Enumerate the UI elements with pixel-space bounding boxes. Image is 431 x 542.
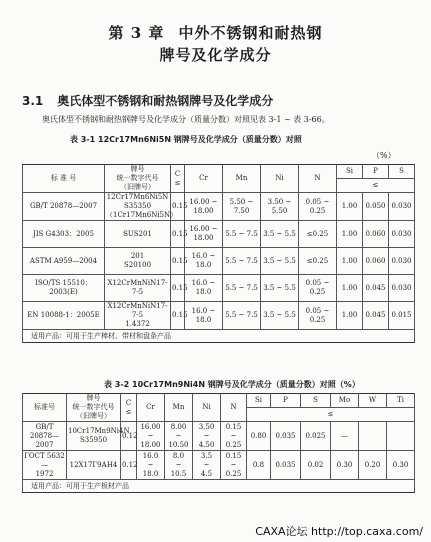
cell-mn: 5.5 ~ 7.5 [223, 302, 261, 330]
cell-mn: 5.50 ~ 7.50 [223, 193, 261, 221]
cell-cr: 16.00 ~ 18.00 [185, 221, 223, 248]
table1 [22, 164, 415, 343]
cell-ni: 3.5 ~ 5.5 [261, 275, 299, 302]
section-title: 奥氏体型不锈钢和耐热钢牌号及化学成分 [57, 94, 274, 108]
cell-s: 0.025 [301, 422, 331, 451]
cell-ti [387, 422, 415, 451]
cell-w [359, 422, 387, 451]
chapter-number: 第 3 章 [108, 24, 165, 42]
chapter-title-line2: 牌号及化学成分 [159, 46, 272, 64]
table2-header-w: W [359, 394, 387, 408]
cell-ti: 0.30 [387, 451, 415, 480]
cell-grade: 12Cr17Mn6Ni5N S35350 （1Cr17Mn6Ni5N） [106, 193, 178, 219]
section-number: 3.1 [22, 94, 44, 108]
cell-p: 0.035 [271, 451, 301, 480]
table2-header-s: S [301, 394, 331, 408]
table1-header-le: ≤ [337, 179, 415, 193]
cell-standard: ГОСТ 5632— 1972 [24, 451, 65, 478]
cell-p: 0.045 [363, 302, 389, 330]
cell-s: 0.030 [389, 248, 415, 275]
cell-mn: 5.5 ~ 7.5 [223, 248, 261, 275]
table1-header-grade: 牌号 统一数字代号 （旧牌号） [105, 165, 171, 193]
table2 [22, 393, 415, 493]
cell-s: 0.030 [389, 193, 415, 221]
cell-mn: 8.00 ~ 10.50 [165, 422, 193, 451]
table2-note-row [23, 480, 415, 493]
cell-si: 1.00 [337, 221, 363, 248]
cell-si: 0.8 [247, 451, 271, 480]
table1-header-c: C ≤ [171, 165, 185, 193]
cell-ni: 3.5 ~ 5.5 [261, 248, 299, 275]
cell-mn: 5.5 ~ 7.5 [223, 221, 261, 248]
cell-standard: GB/T 20878— 2007 [23, 422, 67, 451]
table1-note-row [23, 330, 415, 343]
table-row [23, 275, 415, 302]
cell-si: 1.00 [337, 193, 363, 221]
chapter-title [0, 22, 431, 44]
cell-n: ≤0.25 [299, 221, 337, 248]
table1-header-cr: Cr [185, 165, 223, 193]
cell-c: 0.15 [171, 221, 185, 248]
table2-header-standard: 标准号 [23, 394, 67, 422]
table2-caption: 表 3-2 10Cr17Mn9Ni4N 钢牌号及化学成分（质量分数）对照（%） [104, 380, 360, 389]
table1-unit: （%） [372, 151, 396, 160]
cell-mo: — [331, 422, 359, 451]
cell-standard: EN 10088-1：2005E [23, 302, 105, 330]
cell-p: 0.035 [271, 422, 301, 451]
table2-header-grade: 牌号 统一数字代号 （旧牌号） [67, 394, 121, 422]
cell-n: 0.05 ~ 0.25 [299, 302, 337, 330]
table1-header-si: Si [337, 165, 363, 179]
cell-s: 0.030 [389, 221, 415, 248]
cell-si: 1.00 [337, 275, 363, 302]
forum-watermark: CAXA论坛 http://top.caxa.com/ [255, 525, 423, 538]
cell-standard: ASTM A959—2004 [23, 248, 105, 275]
cell-cr: 16.00 ~ 18.00 [185, 193, 223, 221]
cell-c: 0.15 [171, 302, 185, 330]
table2-header-ni: Ni [193, 394, 221, 422]
table-row [23, 451, 415, 480]
cell-c: 0.15 [171, 275, 185, 302]
table1-header-p: P [363, 165, 389, 179]
cell-cr: 16.00 ~ 18.00 [137, 422, 165, 451]
cell-grade: 10Cr17Mn9Ni4N S35950 [67, 422, 121, 451]
table2-header-c: C ≤ [121, 394, 137, 422]
cell-si: 1.00 [337, 248, 363, 275]
table2-header-le: ≤ [247, 408, 415, 422]
cell-standard: ISO/TS 15510：2003(E) [23, 275, 105, 302]
table-row [23, 248, 415, 275]
table1-header-ni: Ni [261, 165, 299, 193]
table1-header-mn: Mn [223, 165, 261, 193]
cell-mn: 8.0 ~ 10.5 [165, 451, 193, 480]
cell-ni: 3.5 ~ 4.5 [193, 451, 221, 480]
cell-grade: X12CrMnNiN17-7-5 1.4372 [105, 302, 171, 330]
table1-header-row [23, 165, 415, 179]
cell-c: 0.15 [171, 248, 185, 275]
cell-cr: 16.0 ~ 18.0 [185, 275, 223, 302]
table2-header-row [23, 394, 415, 408]
table1-note: 适用产品：可用于生产棒材、带材和盘条产品 [23, 330, 415, 343]
cell-grade: SUS201 [105, 221, 171, 248]
cell-n: 0.05 ~ 0.25 [299, 275, 337, 302]
cell-c: 0.15 [171, 193, 185, 221]
cell-n: 0.15 ~ 0.25 [221, 451, 247, 480]
table2-header-ti: Ti [387, 394, 415, 408]
cell-grade: 201 S20100 [105, 248, 171, 275]
cell-c: 0.12 [121, 422, 137, 451]
table2-header-mn: Mn [165, 394, 193, 422]
cell-si: 1.00 [337, 302, 363, 330]
cell-ni: 3.5 ~ 5.5 [261, 221, 299, 248]
table2-header-cr: Cr [137, 394, 165, 422]
table1-header-standard: 标 准 号 [23, 165, 105, 193]
cell-ni: 3.5 ~ 5.5 [261, 302, 299, 330]
cell-ni: 3.50 ~ 5.50 [261, 193, 299, 221]
cell-si: 0.80 [247, 422, 271, 451]
cell-s: 0.030 [389, 275, 415, 302]
cell-cr: 16.0 ~ 18.0 [185, 302, 223, 330]
table2-header-si: Si [247, 394, 271, 408]
cell-p: 0.060 [363, 248, 389, 275]
table2-header-p: P [271, 394, 301, 408]
cell-c: 0.12 [121, 451, 137, 480]
cell-s: 0.015 [389, 302, 415, 330]
cell-mo: 0.30 [331, 451, 359, 480]
cell-ni: 3.50 ~ 4.50 [193, 422, 221, 451]
cell-mn: 5.5 ~ 7.5 [223, 275, 261, 302]
cell-p: 0.060 [363, 221, 389, 248]
table1-header-n: N [299, 165, 337, 193]
table-row [23, 221, 415, 248]
cell-p: 0.050 [363, 193, 389, 221]
section-heading [22, 92, 273, 109]
chapter-title-line1: 中外不锈钢和耐热钢 [178, 24, 323, 42]
cell-cr: 16.0 ~ 18.0 [137, 451, 165, 480]
cell-grade: 12Х17Г9АН4 [67, 451, 121, 480]
cell-s: 0.02 [301, 451, 331, 480]
cell-standard: GB/T 20878—2007 [23, 193, 105, 221]
table2-header-n: N [221, 394, 247, 422]
cell-cr: 16.0 ~ 18.0 [185, 248, 223, 275]
cell-p: 0.045 [363, 275, 389, 302]
cell-n: 0.15 ~ 0.25 [221, 422, 247, 451]
cell-n: ≤0.25 [299, 248, 337, 275]
intro-paragraph: 奥氏体型不锈钢和耐热钢牌号及化学成分（质量分数）对照见表 3-1 ~ 表 3-66。 [42, 115, 330, 124]
table-row [23, 302, 415, 330]
table-row [23, 422, 415, 451]
table1-header-s: S [389, 165, 415, 179]
cell-grade: X12CrMnNiN17-7-5 [105, 275, 171, 302]
cell-n: 0.05 ~ 0.25 [299, 193, 337, 221]
table1-caption: 表 3-1 12Cr17Mn6Ni5N 钢牌号及化学成分（质量分数）对照 [70, 135, 302, 144]
cell-w: 0.20 [359, 451, 387, 480]
cell-standard: JIS G4303：2005 [23, 221, 105, 248]
table-row [23, 193, 415, 221]
table2-header-mo: Mo [331, 394, 359, 408]
table2-note: 适用产品：可用于生产板材产品 [23, 480, 415, 493]
